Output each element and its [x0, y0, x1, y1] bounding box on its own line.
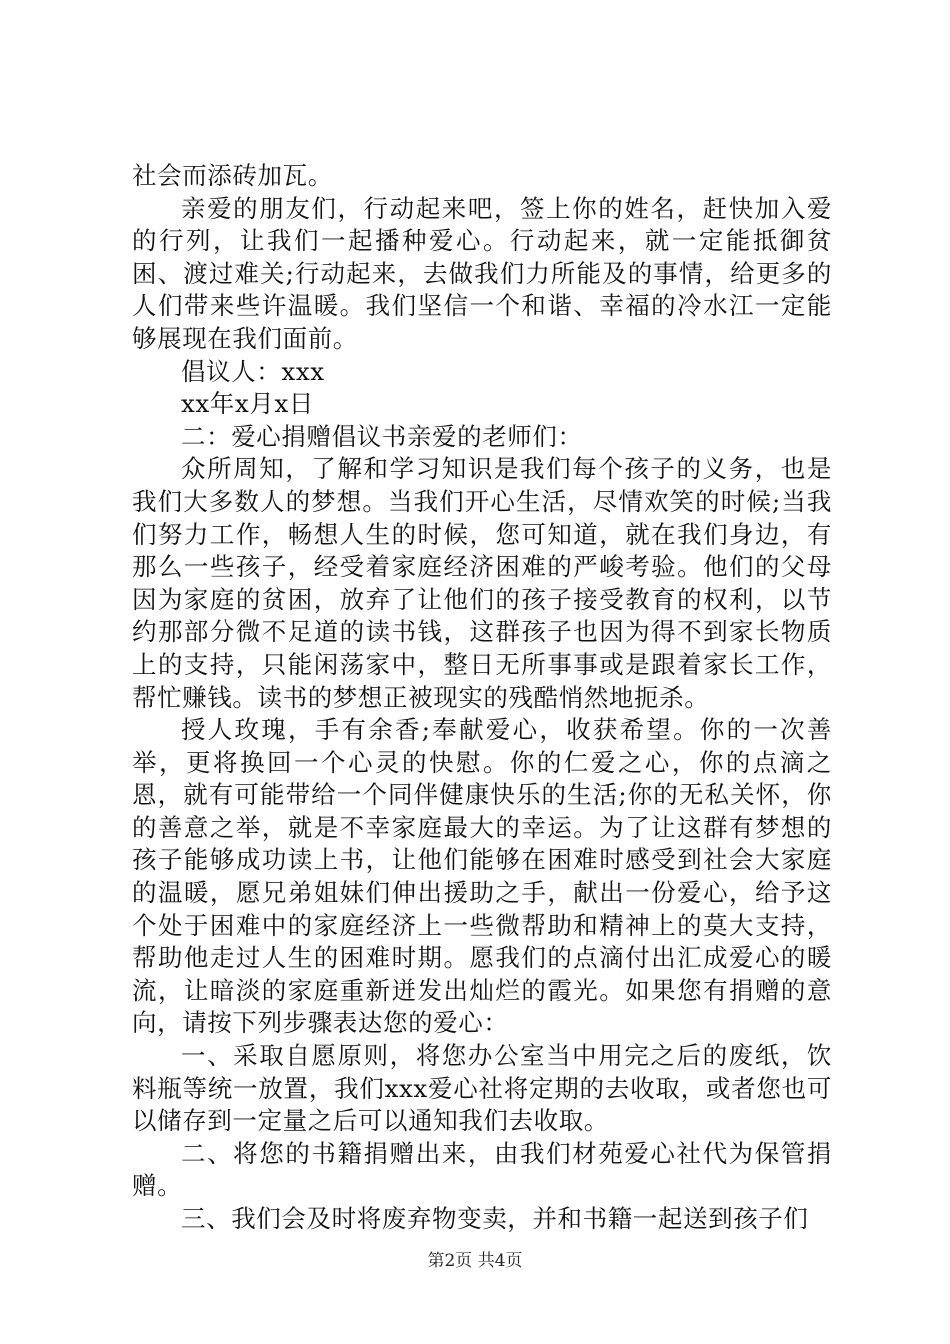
- date-line: xx年x月x日: [181, 389, 314, 419]
- paragraph-7: 授人玫瑰，手有余香;奉献爱心，收获希望。你的一次善举，更将换回一个心灵的快慰。你的仁爱之心，你的点滴之恩，就有可能带给一个同伴健康快乐的生活;你的无私关怀，你的善意之举，就是不幸家庭最大的幸运。为了让这群有梦想的孩子能够成功读上书，让他们能够在困难时感受到社会大家庭的温暖，愿兄弟姐妹们伸出援助之手，献出一份爱心，给予这个处于困难中的家庭经济上一些微帮助和精神上的莫大支持，帮助他走过人生的困难时期。愿我们的点滴付出汇成爱心的暖流，让暗淡的家庭重新迸发出灿烂的霞光。如果您有捐赠的意向，请按下列步骤表达您的爱心：: [132, 715, 832, 1038]
- step-three: 三、我们会及时将废弃物变卖，并和书籍一起送到孩子们: [181, 1204, 809, 1233]
- document-body: [132, 160, 832, 1236]
- paragraph-2: 亲爱的朋友们，行动起来吧，签上你的姓名，赶快加入爱的行列，让我们一起播种爱心。行动起来，就一定能抵御贫困、渡过难关;行动起来，去做我们力所能及的事情，给更多的人们带来些许温暖。我们坚信一个和谐、幸福的冷水江一定能够展现在我们面前。: [132, 193, 832, 353]
- step-one: 一、采取自愿原则，将您办公室当中用完之后的废纸，饮料瓶等统一放置，我们xxx爱心社将定期的去收取，或者您也可以储存到一定量之后可以通知我们去收取。: [132, 1041, 832, 1136]
- section-heading: 二：爱心捐赠倡议书亲爱的老师们：: [181, 421, 583, 451]
- page-number-footer: 第2页 共4页: [427, 1251, 523, 1271]
- paragraph-1: 社会而添砖加瓦。: [132, 161, 333, 190]
- paragraph-6: 众所周知，了解和学习知识是我们每个孩子的义务，也是我们大多数人的梦想。当我们开心生活，尽情欢笑的时候;当我们努力工作，畅想人生的时候，您可知道，就在我们身边，有那么一些孩子，经受着家庭经济困难的严峻考验。他们的父母因为家庭的贫困，放弃了让他们的孩子接受教育的权利，以节约那部分微不足道的读书钱，这群孩子也因为得不到家长物质上的支持，只能闲荡家中，整日无所事事或是跟着家长工作，帮忙赚钱。读书的梦想正被现实的残酷悄然地扼杀。: [132, 454, 832, 712]
- step-two: 二、将您的书籍捐赠出来，由我们材苑爱心社代为保管捐赠。: [132, 1138, 832, 1201]
- proposer-line: 倡议人：xxx: [181, 356, 325, 386]
